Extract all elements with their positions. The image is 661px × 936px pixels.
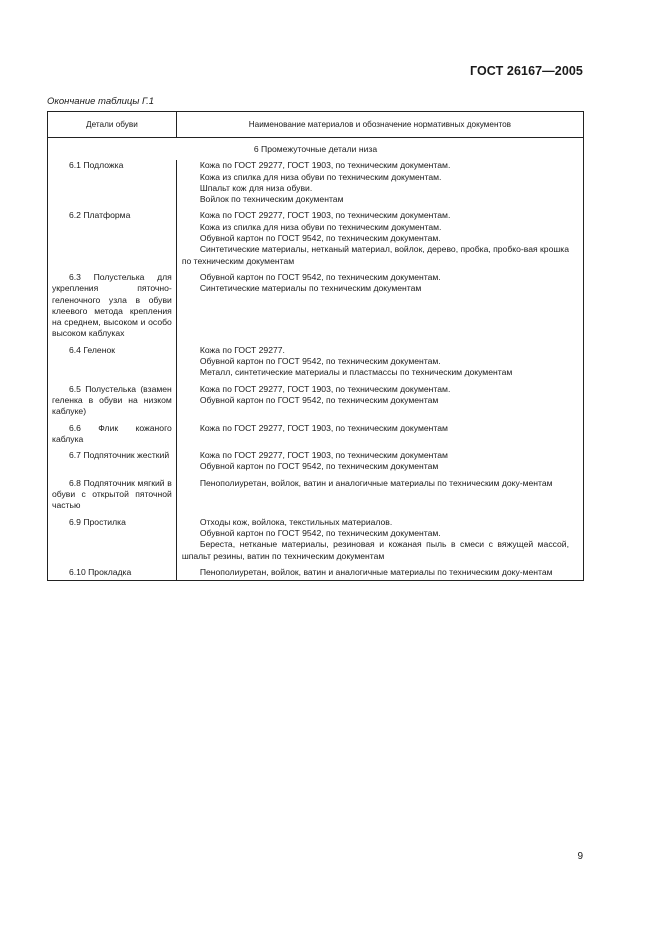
- part-label: 6.9 Простилка: [69, 516, 126, 527]
- part-name: [48, 567, 177, 581]
- part-label: 6.1 Подложка: [69, 160, 124, 171]
- part-label: 6.7 Подпяточник жесткий: [69, 450, 170, 461]
- part-name: [48, 210, 177, 268]
- material-line: Кожа по ГОСТ 29277.: [199, 344, 285, 355]
- material-line: Обувной картон по ГОСТ 9542, по техническим документам.: [199, 527, 441, 538]
- column-header-parts: Детали обуви: [48, 112, 177, 138]
- material-line: Отходы кож, войлока, текстильных материалов.: [199, 516, 393, 527]
- material-line: Пенополиуретан, войлок, ватин и аналогичные материалы по техническим доку-ментам: [199, 566, 553, 577]
- section-row: [48, 138, 584, 161]
- table-row: [48, 567, 584, 581]
- table-row: [48, 517, 584, 564]
- column-header-materials: Наименование материалов и обозначение нормативных документов: [176, 112, 583, 138]
- materials-cell: [176, 450, 583, 475]
- part-label: 6.3 Полустелька для укрепления пяточно-геленочного узла в обуви клеевого метода крепления на среднем, высоком и особо высоком каблуках: [52, 271, 172, 339]
- materials-table: [47, 111, 584, 581]
- material-line: Обувной картон по ГОСТ 9542, по техническим документам: [199, 394, 439, 405]
- material-line: Кожа по ГОСТ 29277, ГОСТ 1903, по техническим документам: [199, 422, 448, 433]
- part-name: [48, 450, 177, 475]
- table-row: [48, 160, 584, 207]
- material-line: Кожа по ГОСТ 29277, ГОСТ 1903, по техническим документам.: [199, 383, 451, 394]
- material-line: Береста, нетканые материалы, резиновая и кожаная пыль в смеси с вяжущей массой, шпальт резины, ватин по техническим документам: [181, 539, 569, 561]
- part-label: 6.2 Платформа: [69, 210, 131, 221]
- materials-cell: [176, 210, 583, 268]
- material-line: Обувной картон по ГОСТ 9542, по техническим документам.: [199, 356, 441, 367]
- part-label: 6.6 Флик кожаного каблука: [52, 422, 172, 444]
- part-label: 6.10 Прокладка: [69, 566, 132, 577]
- part-name: [48, 517, 177, 564]
- material-line: Металл, синтетические материалы и пластмассы по техническим документам: [199, 367, 513, 378]
- table-header-row: [48, 112, 584, 138]
- table-row: [48, 210, 584, 268]
- materials-cell: [176, 517, 583, 564]
- part-label: 6.8 Подпяточник мягкий в обуви с открытой пяточной частью: [52, 477, 172, 511]
- table-row: [48, 272, 584, 342]
- material-line: Обувной картон по ГОСТ 9542, по техническим документам: [199, 461, 439, 472]
- part-name: [48, 272, 177, 342]
- material-line: Кожа по ГОСТ 29277, ГОСТ 1903, по техническим документам.: [199, 210, 451, 221]
- material-line: Синтетические материалы по техническим документам: [199, 283, 422, 294]
- table-row: [48, 423, 584, 448]
- part-label: 6.5 Полустелька (взамен геленка в обуви на низком каблуке): [52, 383, 172, 417]
- table-caption: Окончание таблицы Г.1: [47, 96, 155, 107]
- material-line: Кожа из спилка для низа обуви по техническим документам.: [199, 221, 442, 232]
- page-number: 9: [577, 851, 583, 862]
- material-line: Кожа из спилка для низа обуви по техническим документам.: [199, 171, 442, 182]
- table-row: [48, 450, 584, 475]
- materials-cell: [176, 423, 583, 448]
- materials-cell: [176, 272, 583, 342]
- table-row: [48, 384, 584, 420]
- part-label: 6.4 Геленок: [69, 344, 115, 355]
- material-line: Обувной картон по ГОСТ 9542, по техническим документам.: [199, 271, 441, 282]
- standard-code: ГОСТ 26167—2005: [469, 64, 583, 78]
- materials-cell: [176, 567, 583, 581]
- part-name: [48, 478, 177, 514]
- part-name: [48, 160, 177, 207]
- material-line: Войлок по техническим документам: [199, 194, 344, 205]
- materials-cell: [176, 160, 583, 207]
- material-line: Кожа по ГОСТ 29277, ГОСТ 1903, по техническим документам.: [199, 160, 451, 171]
- part-name: [48, 423, 177, 448]
- materials-cell: [176, 478, 583, 514]
- material-line: Шпальт кож для низа обуви.: [199, 182, 313, 193]
- section-title: 6 Промежуточные детали низа: [48, 138, 584, 161]
- materials-cell: [176, 345, 583, 381]
- part-name: [48, 384, 177, 420]
- materials-cell: [176, 384, 583, 420]
- table-row: [48, 345, 584, 381]
- material-line: Синтетические материалы, нетканый материал, войлок, дерево, пробка, пробко-вая крошка по техническим документам: [181, 244, 569, 266]
- material-line: Пенополиуретан, войлок, ватин и аналогичные материалы по техническим доку-ментам: [199, 477, 553, 488]
- material-line: Обувной картон по ГОСТ 9542, по техническим документам.: [199, 233, 441, 244]
- table-row: [48, 478, 584, 514]
- material-line: Кожа по ГОСТ 29277, ГОСТ 1903, по техническим документам: [199, 450, 448, 461]
- part-name: [48, 345, 177, 381]
